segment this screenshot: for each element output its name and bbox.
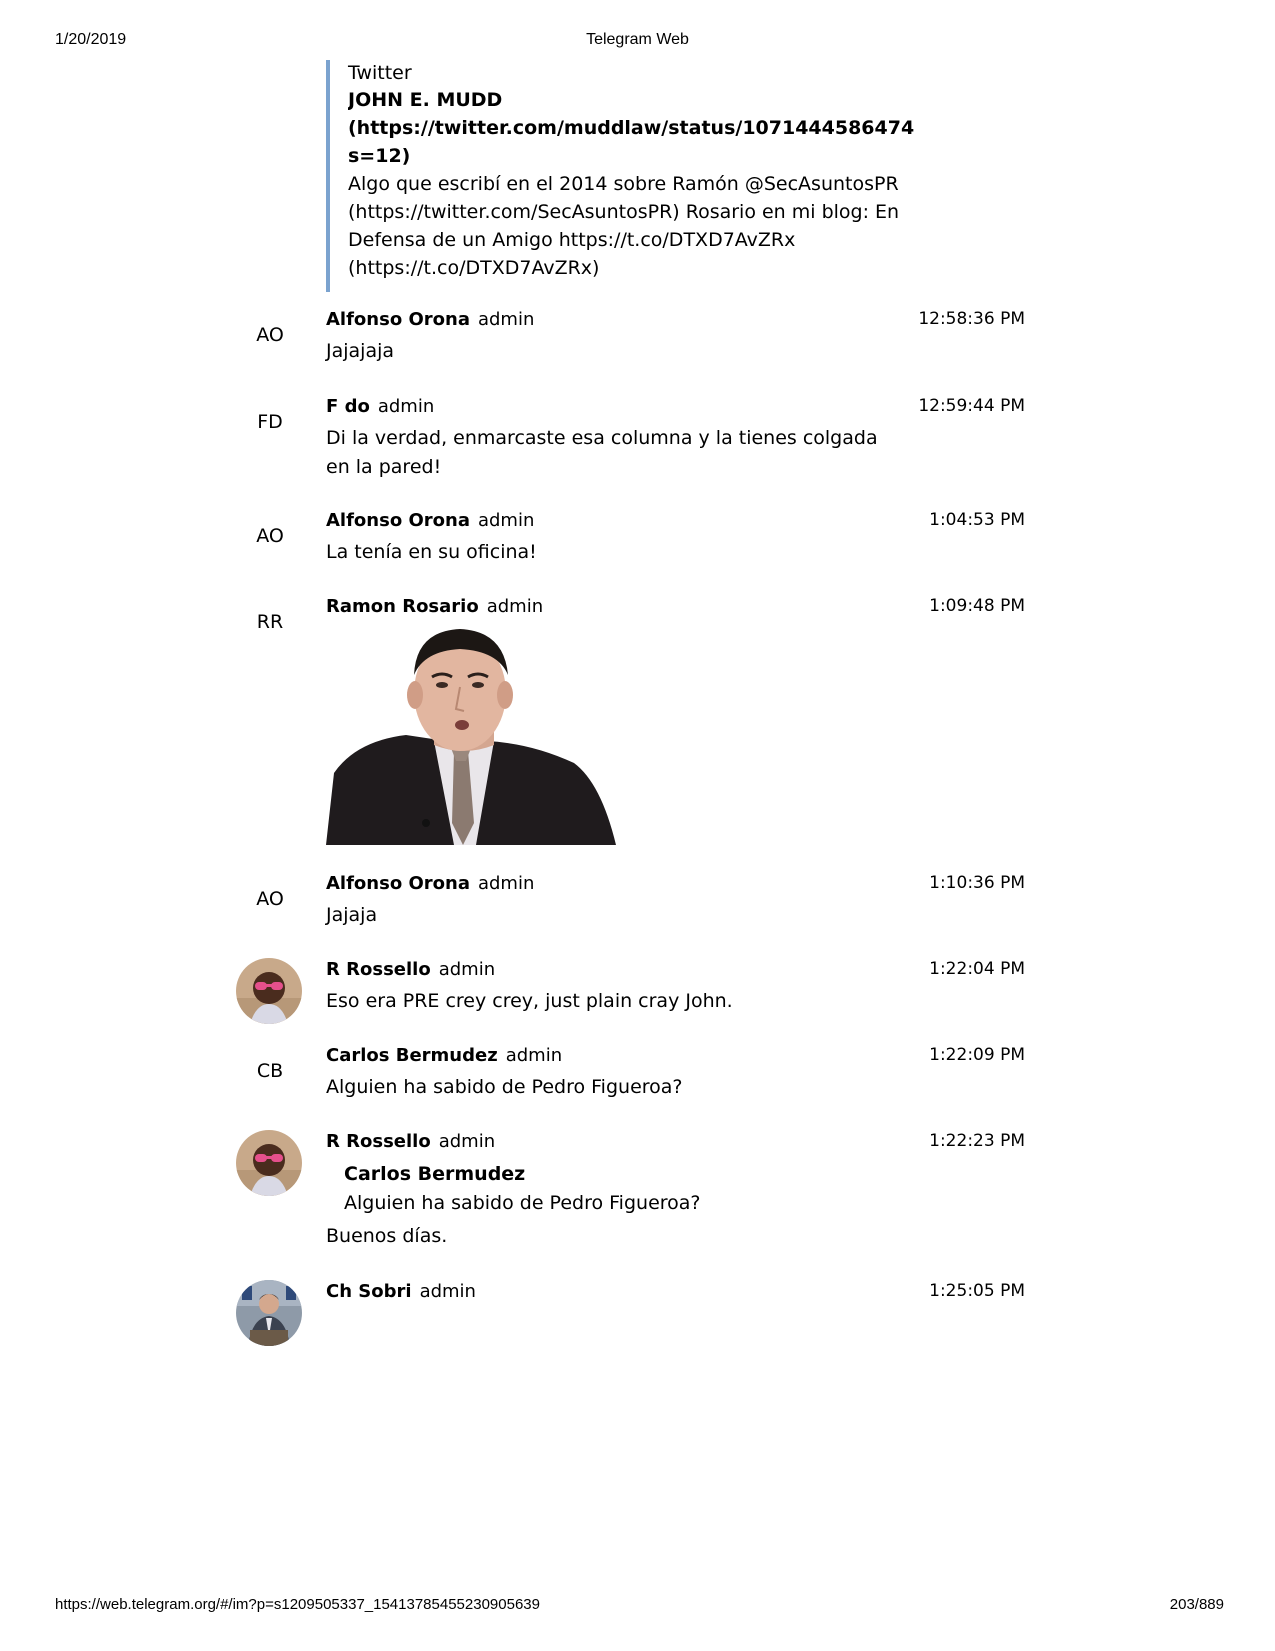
reply-author: Carlos Bermudez — [344, 1163, 526, 1185]
message-row — [0, 595, 1275, 845]
webpage-preview[interactable] — [326, 60, 933, 292]
author-role: admin — [377, 396, 435, 417]
print-header-date: 1/20/2019 — [55, 31, 127, 48]
avatar-initials[interactable]: RR — [256, 611, 284, 633]
reply-quote[interactable] — [344, 1160, 904, 1218]
message-text: Buenos días. — [326, 1225, 448, 1247]
man-in-suit-sticker[interactable] — [326, 623, 618, 845]
message-text: Eso era PRE crey crey, just plain cray John. — [326, 990, 733, 1012]
message-row — [0, 509, 1275, 569]
avatar-initials[interactable]: FD — [257, 411, 283, 433]
message-time: 1:22:04 PM — [929, 959, 1025, 979]
avatar-initials[interactable]: AO — [256, 888, 284, 910]
message-time: 12:58:36 PM — [918, 309, 1025, 329]
author-name[interactable]: R Rossello — [326, 1131, 431, 1152]
print-footer-url: https://web.telegram.org/#/im?p=s1209505337_15413785455230905639 — [55, 1596, 540, 1613]
message-author — [326, 510, 534, 531]
author-role: admin — [477, 873, 535, 894]
message-time: 1:25:05 PM — [929, 1281, 1025, 1301]
author-role: admin — [505, 1045, 563, 1066]
message-author — [326, 873, 534, 894]
author-name[interactable]: Alfonso Orona — [326, 873, 470, 894]
webpage-site-name: Twitter — [348, 62, 412, 84]
avatar-initials[interactable]: AO — [256, 525, 284, 547]
message-author — [326, 396, 434, 417]
author-role: admin — [419, 1281, 476, 1302]
print-header-title: Telegram Web — [586, 31, 689, 48]
child-with-pink-goggles-avatar[interactable] — [236, 1130, 302, 1196]
message-time: 1:04:53 PM — [929, 510, 1025, 530]
message-row — [0, 1280, 1275, 1346]
author-name[interactable]: R Rossello — [326, 959, 431, 980]
message-time: 1:09:48 PM — [929, 596, 1025, 616]
message-row — [0, 1130, 1275, 1260]
webpage-title[interactable]: JOHN E. MUDD (https://twitter.com/muddlaw/status/1071444586474 s=12) — [348, 89, 915, 167]
reply-text: Alguien ha sabido de Pedro Figueroa? — [344, 1192, 701, 1214]
author-name[interactable]: Alfonso Orona — [326, 309, 470, 330]
author-name[interactable]: Alfonso Orona — [326, 510, 470, 531]
author-role: admin — [477, 309, 535, 330]
avatar-initials[interactable]: AO — [256, 324, 284, 346]
message-row — [0, 958, 1275, 1024]
author-name[interactable]: Carlos Bermudez — [326, 1045, 498, 1066]
webpage-description: Algo que escribí en el 2014 sobre Ramón @SecAsuntosPR (https://twitter.com/SecAsuntosPR) Rosario en mi blog: En Defensa de un Amigo https://t.co/DTXD7AvZRx (https://t.co/DTXD7AvZRx) — [348, 173, 900, 279]
message-text: Jajajaja — [326, 340, 395, 362]
message-author — [326, 1131, 495, 1152]
author-name[interactable]: Ramon Rosario — [326, 596, 479, 617]
message-author — [326, 1045, 562, 1066]
message-time: 1:22:23 PM — [929, 1131, 1025, 1151]
message-text: La tenía en su oficina! — [326, 541, 537, 563]
message-time: 12:59:44 PM — [918, 396, 1025, 416]
author-role: admin — [438, 1131, 496, 1152]
message-row — [0, 308, 1275, 368]
avatar-initials[interactable]: CB — [256, 1060, 284, 1082]
man-at-podium-avatar[interactable] — [236, 1280, 302, 1346]
message-text: Jajaja — [326, 904, 378, 926]
message-author — [326, 959, 495, 980]
author-name[interactable]: F do — [326, 396, 370, 417]
author-role: admin — [486, 596, 544, 617]
author-name[interactable]: Ch Sobri — [326, 1281, 412, 1302]
message-text: Di la verdad, enmarcaste esa columna y la tienes colgada en la pared! — [326, 427, 878, 478]
message-author — [326, 1281, 476, 1302]
print-footer-page-number: 203/889 — [1169, 1596, 1224, 1613]
child-with-pink-goggles-avatar[interactable] — [236, 958, 302, 1024]
message-time: 1:22:09 PM — [929, 1045, 1025, 1065]
author-role: admin — [438, 959, 496, 980]
message-time: 1:10:36 PM — [929, 873, 1025, 893]
message-row — [0, 1044, 1275, 1104]
message-author — [326, 309, 534, 330]
message-row — [0, 395, 1275, 485]
author-role: admin — [477, 510, 535, 531]
message-author — [326, 596, 543, 617]
message-row — [0, 872, 1275, 932]
message-text: Alguien ha sabido de Pedro Figueroa? — [326, 1076, 683, 1098]
